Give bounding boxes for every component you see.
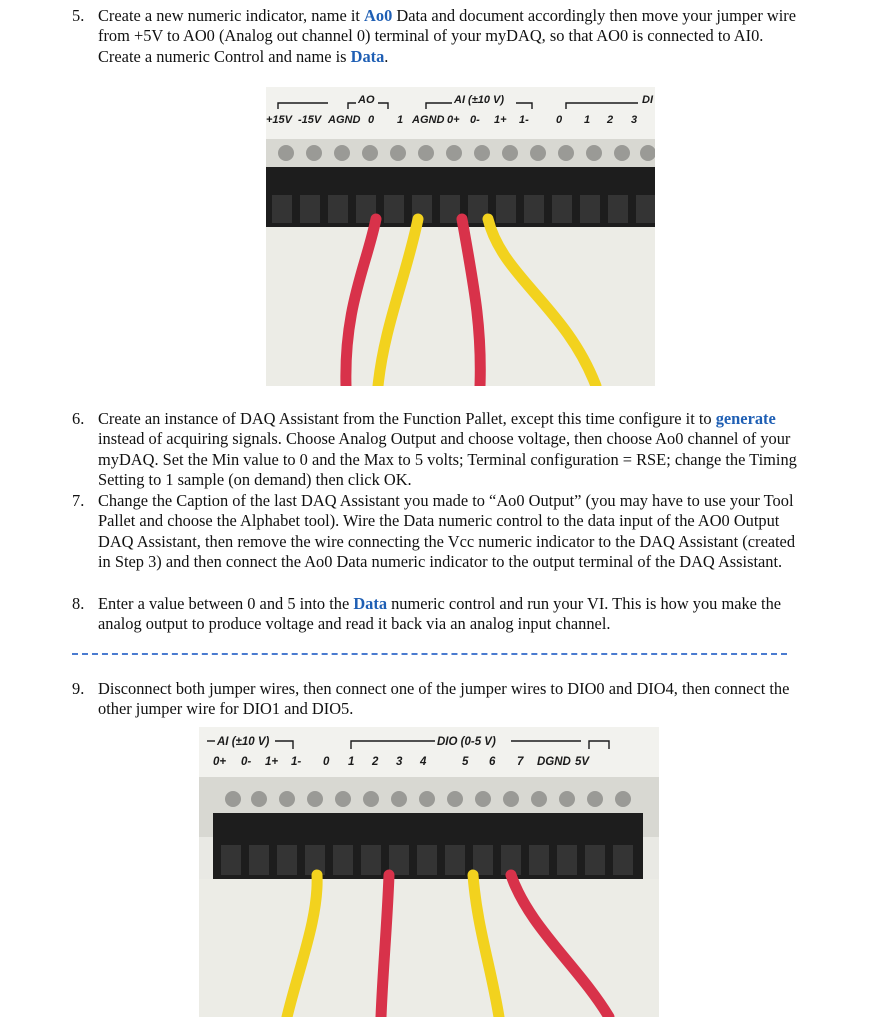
step-text: Change the Caption of the last DAQ Assistant you made to “Ao0 Output” (you may have to use your Tool Pallet and choose the Alphabet tool). Wire the Data numeric control to the data input of the AO0 Output DAQ Assistant, then remove the wire connecting the Vcc numeric indicator to the DAQ Assistant (created in Step 3) and then connect the Ao0 Data numeric indicator to the output terminal of the DAQ Assistant. <box>98 491 796 572</box>
terminal-photo-1-image <box>266 87 655 386</box>
pin-label: 6 <box>489 756 496 768</box>
pin-label: 4 <box>420 756 427 768</box>
pin-label: 1 <box>348 756 355 768</box>
step-7 <box>72 491 807 573</box>
pin-label: 5V <box>575 756 590 768</box>
pin-label: 0+ <box>213 756 227 768</box>
keyword-ao0: Ao0 <box>364 6 393 25</box>
step-text <box>98 594 807 635</box>
pin-label: 1- <box>291 756 302 768</box>
step-text: Disconnect both jumper wires, then connect one of the jumper wires to DIO0 and DIO4, then connect the other jumper wire for DIO1 and DIO5. <box>98 679 790 719</box>
step-number: 9. <box>72 679 85 698</box>
keyword-data: Data <box>353 594 388 613</box>
step-text <box>98 409 807 491</box>
pin-label: 0 <box>368 114 375 126</box>
step-number: 5. <box>72 6 85 25</box>
pin-label: 1- <box>519 114 529 126</box>
pin-label: 1+ <box>265 756 279 768</box>
pin-label: 2 <box>372 756 379 768</box>
step-text <box>98 6 807 67</box>
pin-label: 1 <box>397 114 404 126</box>
step-number: 6. <box>72 409 85 428</box>
pin-label: 3 <box>631 114 638 126</box>
ai-group-label: AI (±10 V) <box>217 736 270 748</box>
pin-label: 2 <box>607 114 614 126</box>
step-number: 7. <box>72 491 85 510</box>
pin-label: 5 <box>462 756 469 768</box>
text-run: Create an instance of DAQ Assistant from the Function Pallet, except this time configure it to <box>98 409 716 428</box>
pin-label: 0 <box>323 756 330 768</box>
terminal-photo-2 <box>199 727 659 1017</box>
step-5 <box>72 6 807 67</box>
pin-label: 0- <box>470 114 480 126</box>
pin-label: 1 <box>584 114 591 126</box>
pin-label: DGND <box>537 756 571 768</box>
keyword-data: Data <box>350 46 385 66</box>
pin-label: AGND <box>412 114 445 126</box>
text-run: Create a new numeric indicator, name it <box>98 6 365 25</box>
pin-label: -15V <box>298 114 322 126</box>
ao-group-label: AO <box>358 94 375 106</box>
terminal-photo-1 <box>266 87 655 386</box>
pin-label: +15V <box>266 114 292 126</box>
step-6 <box>72 409 807 491</box>
pin-label: AGND <box>328 114 361 126</box>
dio-group-label: DIO (0-5 V) <box>437 736 496 748</box>
terminal-photo-2-image <box>199 727 659 1017</box>
step-number: 8. <box>72 594 85 613</box>
di-group-label: DI <box>642 94 653 106</box>
text-run: Enter a value between 0 and 5 into the <box>98 594 354 613</box>
pin-label: 3 <box>396 756 403 768</box>
pin-label: 1+ <box>494 114 507 126</box>
ai-group-label: AI (±10 V) <box>454 94 505 106</box>
text-run: numeric control and run your VI. This is how you make the analog output to produce voltage and read it back via an analog input channel. <box>98 594 782 634</box>
pin-label: 0+ <box>447 114 460 126</box>
section-divider <box>72 653 787 655</box>
keyword-generate: generate <box>715 409 776 428</box>
pin-label: 0- <box>241 756 252 768</box>
text-run: Data and document accordingly then move your jumper wire from +5V to AO0 (Analog out channel 0) terminal of your myDAQ, so that AO0 is connected to AI0. Create a numeric Control and name is <box>98 6 796 66</box>
step-9 <box>72 679 807 720</box>
text-run: instead of acquiring signals. Choose Analog Output and choose voltage, then choose Ao0 channel of your myDAQ. Set the Min value to 0 and the Max to 5 volts; Terminal configuration = RSE; change the Timing Setting to 1 sample (on demand) then click OK. <box>98 429 797 490</box>
step-8 <box>72 594 807 635</box>
pin-label: 0 <box>556 114 563 126</box>
pin-label: 7 <box>517 756 524 768</box>
text-run: . <box>384 46 389 66</box>
